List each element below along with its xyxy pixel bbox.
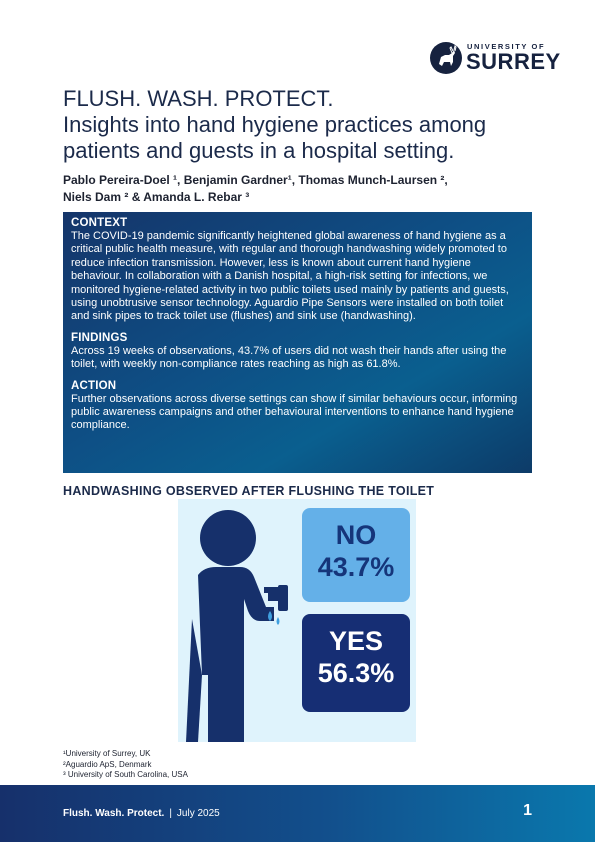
findings-heading: FINDINGS [71, 331, 128, 344]
stag-seal-icon [430, 42, 462, 74]
footer-separator: | [169, 808, 172, 819]
no-value: 43.7% [317, 552, 395, 582]
title-line-3: patients and guests in a hospital setting. [63, 138, 455, 163]
authors-line-1: Pablo Pereira-Doel ¹, Benjamin Gardner¹, Thomas Munch-Laursen ², [63, 173, 448, 187]
page-number: 1 [523, 802, 532, 819]
footer-text [63, 808, 220, 819]
footer-date: July 2025 [176, 808, 220, 819]
footer-title: Flush. Wash. Protect. [63, 808, 165, 819]
person-at-tap-icon [178, 499, 302, 742]
yes-label: YES [328, 626, 384, 656]
university-logo [430, 41, 562, 75]
action-text: Further observations across diverse settings can show if similar behaviours occur, informing public awareness campaigns and other behavioural interventions to enhance hand hygiene compliance. [71, 392, 518, 432]
title-line-1: FLUSH. WASH. PROTECT. [63, 86, 334, 111]
context-text: The COVID-19 pandemic significantly heightened global awareness of hand hygiene as a critical public health measure, with regular and thorough handwashing widely promoted to reduce infection transmission. However, less is known about current hand hygiene behaviour. In collaboration with a Danish hospital, a high-risk setting for infections, we monitored hygiene-related activity in two public toilets used mainly by patients and guests, using unobtrusive sensor technology. Aguardio Pipe Sensors were installed on both toilet and sink pipes to track toilet use (flushes) and sink use (handwashing). [71, 230, 509, 323]
document-title [63, 86, 563, 164]
no-label: NO [335, 520, 377, 550]
infographic-heading: HANDWASHING OBSERVED AFTER FLUSHING THE TOILET [63, 484, 435, 498]
yes-value: 56.3% [317, 658, 395, 688]
footnote-3: ³ University of South Carolina, USA [63, 770, 188, 779]
summary-panel [63, 212, 532, 473]
authors-line-2: Niels Dam ² & Amanda L. Rebar ³ [63, 190, 250, 204]
title-line-2: Insights into hand hygiene practices among [63, 112, 487, 137]
no-handwashing-box [302, 508, 410, 602]
context-heading: CONTEXT [71, 217, 128, 229]
yes-handwashing-box [302, 614, 410, 712]
logo-university-text: UNIVERSITY OF [467, 42, 546, 51]
footnote-2: ²Aguardio ApS, Denmark [63, 759, 152, 769]
affiliation-footnotes [63, 749, 188, 781]
author-list [63, 172, 533, 206]
page-footer [0, 785, 595, 842]
logo-surrey-text: SURREY [466, 49, 561, 74]
footnote-1: ¹University of Surrey, UK [63, 749, 151, 758]
findings-text: Across 19 weeks of observations, 43.7% of users did not wash their hands after using the toilet, with weekly non-compliance rates reaching as high as 61.8%. [71, 344, 507, 371]
handwashing-infographic [178, 499, 416, 742]
action-heading: ACTION [71, 379, 117, 392]
